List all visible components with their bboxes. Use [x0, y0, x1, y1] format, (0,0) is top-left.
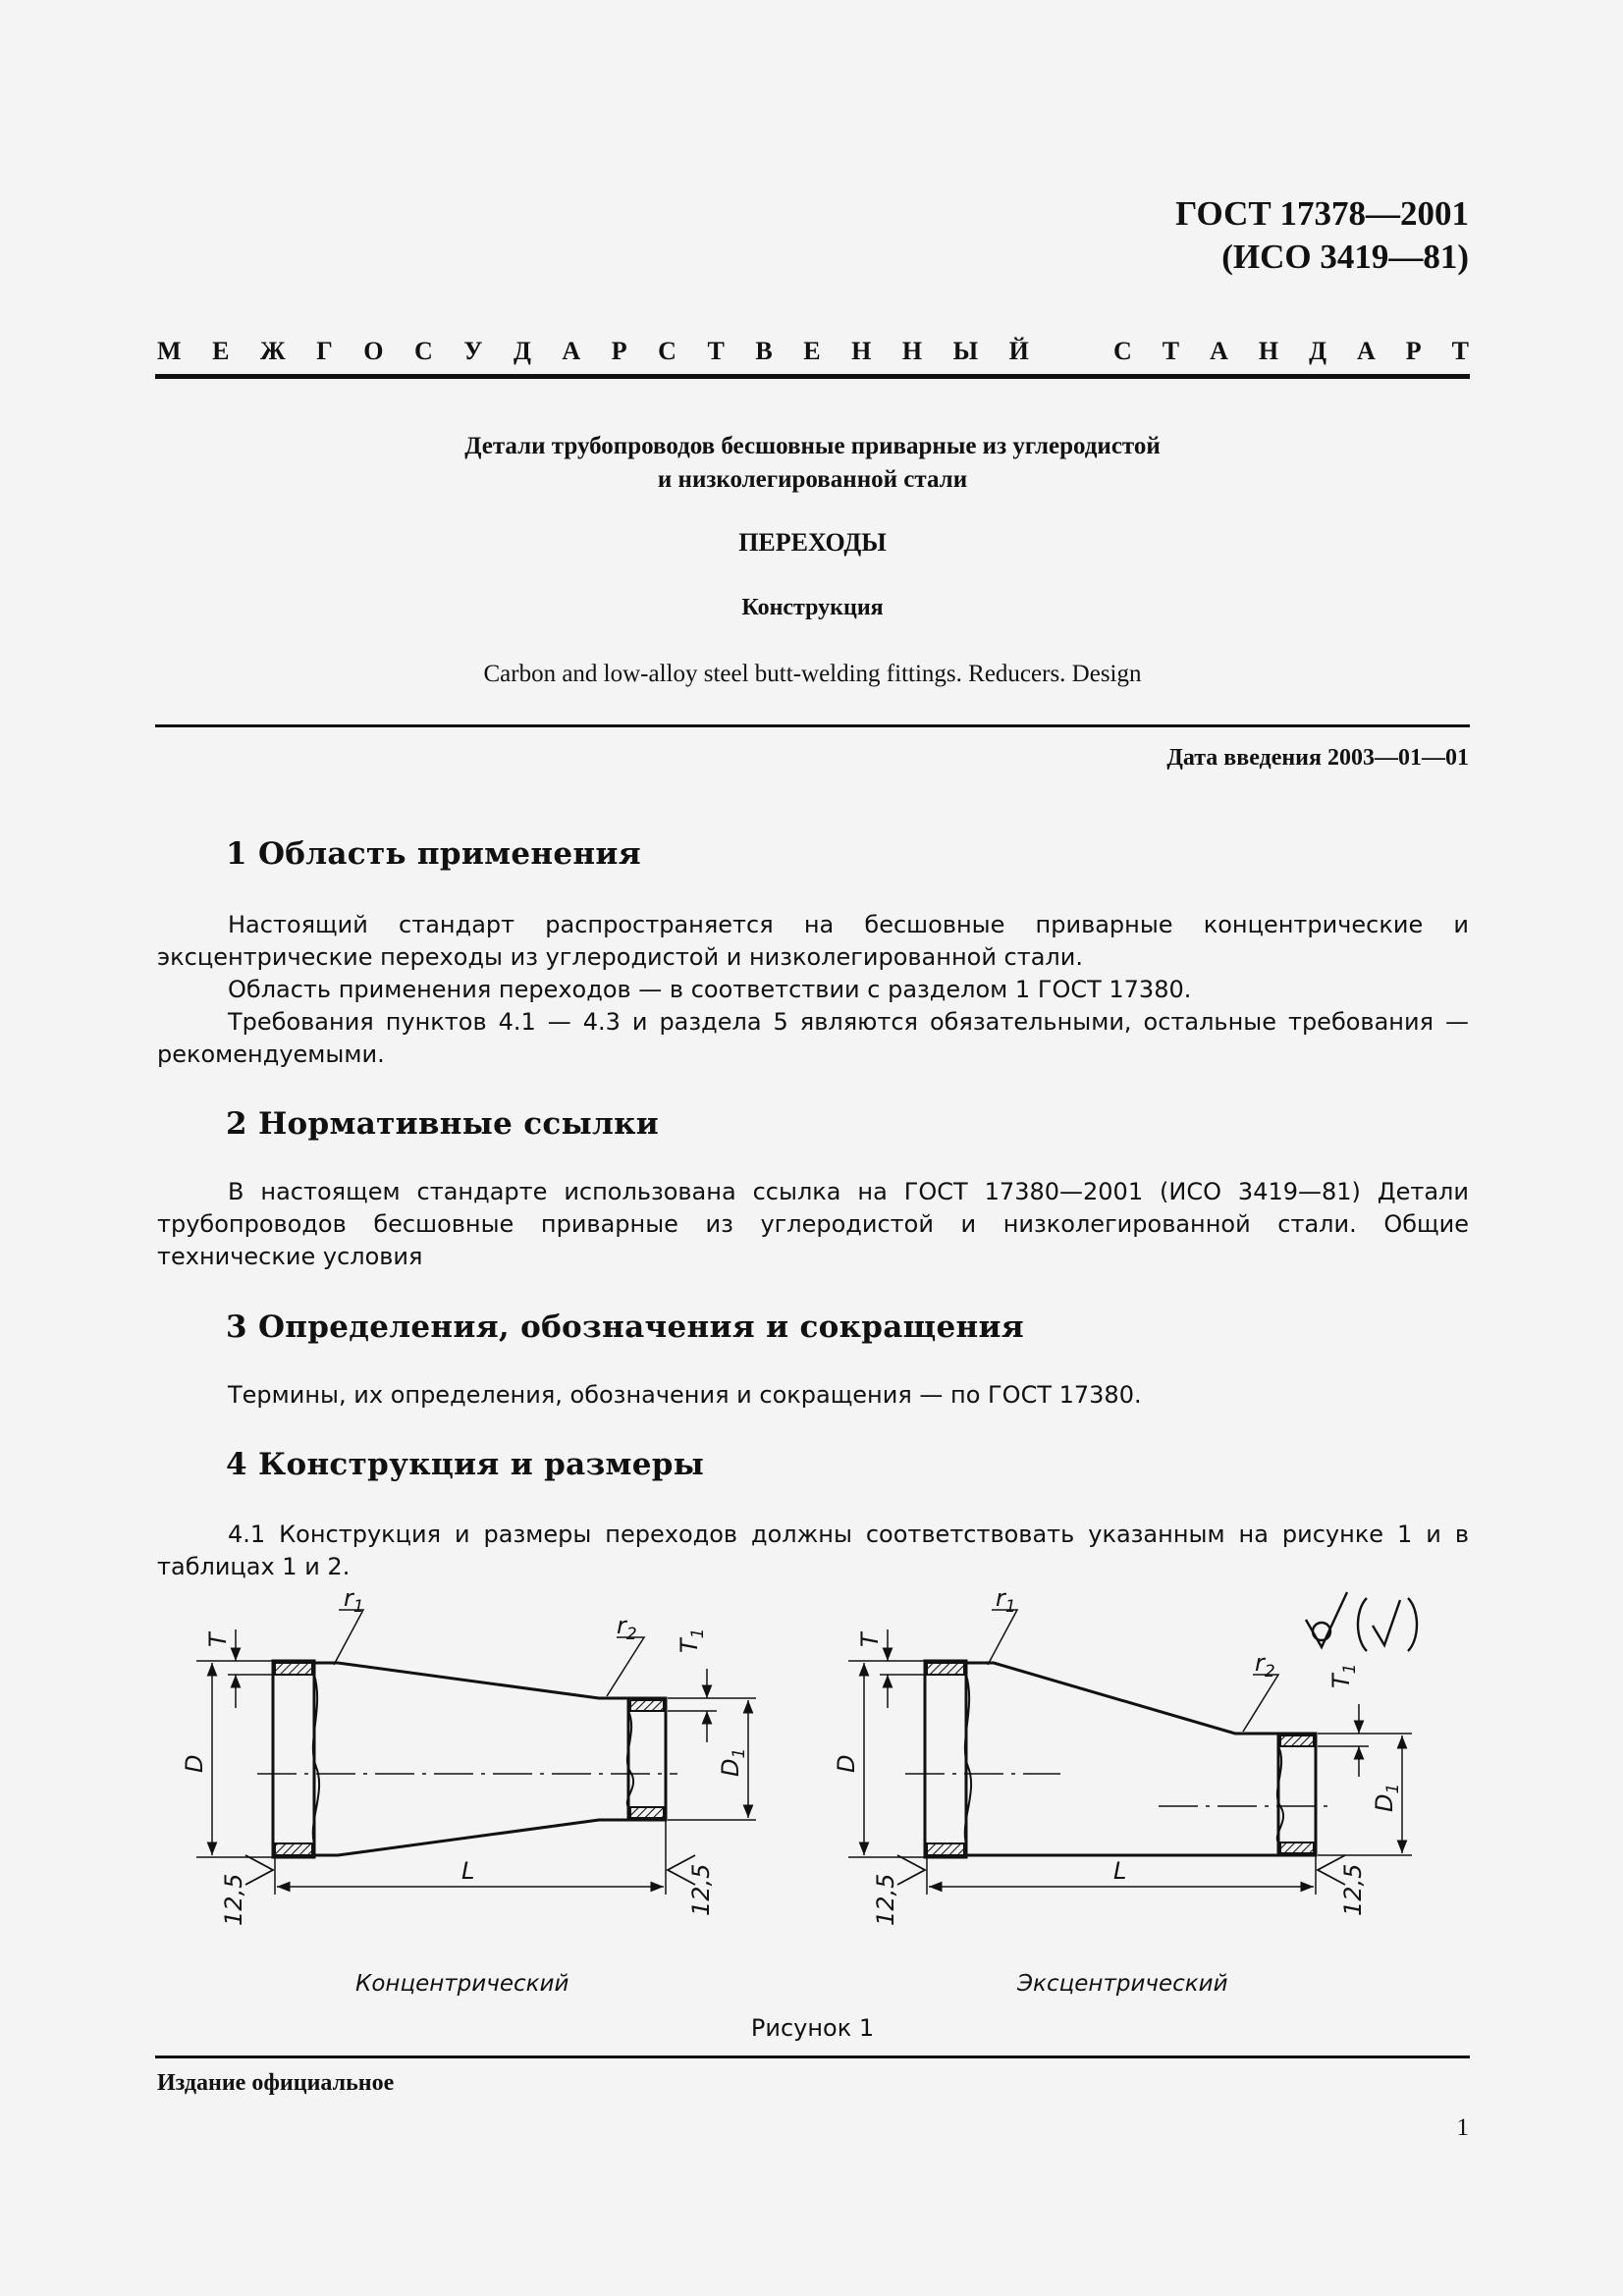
eccentric-reducer-drawing	[848, 1592, 1417, 1895]
section-2-body	[157, 1176, 1469, 1273]
concentric-cone-top	[314, 1663, 628, 1698]
banner-letter: Д	[513, 337, 531, 365]
banner-letter: М	[157, 337, 182, 365]
banner-letter: Р	[1405, 337, 1422, 365]
eccentric-roughness-left	[897, 1855, 925, 1885]
concentric-roughness-left	[245, 1855, 273, 1885]
banner-letter: У	[463, 337, 483, 365]
eccentric-r1-label: $r_1$	[996, 1584, 1016, 1617]
banner-letter: Й	[1008, 337, 1029, 365]
banner-letter: С	[658, 337, 676, 365]
concentric-weld-top	[275, 1663, 312, 1675]
top-rule	[155, 374, 1470, 379]
banner-letter: Н	[901, 337, 923, 365]
eccentric-weld-top	[927, 1663, 964, 1675]
banner-letter: В	[755, 337, 773, 365]
banner-letter: Т	[1162, 337, 1180, 365]
banner-letter: Г	[316, 337, 333, 365]
eccentric-cone-top	[966, 1663, 1278, 1734]
eccentric-small-weld-top	[1280, 1735, 1314, 1746]
section-4-heading: 4 Конструкция и размеры	[226, 1447, 705, 1482]
eccentric-small-end	[1278, 1734, 1316, 1855]
concentric-large-end	[273, 1661, 314, 1857]
banner-letter: Е	[212, 337, 230, 365]
english-title: Carbon and low-alloy steel butt-welding fittings. Reducers. Design	[483, 661, 1142, 687]
eccentric-roughness-label-right: 12,5	[1339, 1863, 1367, 1916]
iso-number: (ИСО 3419—81)	[1221, 238, 1469, 276]
banner-letter: А	[1356, 337, 1376, 365]
banner-letter: Н	[1258, 337, 1279, 365]
eccentric-weld-bottom	[927, 1843, 964, 1855]
concentric-roughness-label-right: 12,5	[687, 1863, 715, 1916]
eccentric-t1-label: $T_1$	[1327, 1663, 1360, 1688]
banner-letter: Т	[1451, 337, 1469, 365]
section-3-body	[157, 1379, 1469, 1412]
document-number	[1175, 192, 1469, 279]
eccentric-t-label: T	[856, 1632, 884, 1647]
concentric-t-label: T	[204, 1632, 232, 1647]
eccentric-d-label: D	[833, 1754, 860, 1773]
concentric-labels	[181, 1584, 749, 1997]
concentric-d-label: D	[181, 1754, 208, 1773]
page-number: 1	[1456, 2114, 1469, 2141]
banner-word-standard	[1113, 337, 1469, 366]
figure-1-drawing	[0, 1571, 1623, 2022]
eccentric-r2-label: $r_2$	[1255, 1649, 1275, 1682]
eccentric-labels	[833, 1584, 1403, 1997]
gost-number: ГОСТ 17378—2001	[1175, 194, 1469, 233]
title-line-2: и низколегированной стали	[657, 466, 968, 493]
section-1-body	[157, 909, 1469, 1071]
eccentric-caption: Эксцентрический	[1017, 1971, 1228, 1997]
section-4-paragraph-1: 4.1 Конструкция и размеры переходов должны соответствовать указанным на рисунке 1 и в таблицах 1 и 2.	[157, 1521, 1469, 1580]
concentric-d1-label: $D_1$	[717, 1747, 749, 1777]
edition-note: Издание официальное	[157, 2070, 395, 2096]
section-3-heading: 3 Определения, обозначения и сокращения	[226, 1309, 1025, 1345]
banner-letter: Т	[707, 337, 725, 365]
eccentric-roughness-label-left: 12,5	[872, 1873, 899, 1926]
section-1-paragraph-3: Требования пунктов 4.1 — 4.3 и раздела 5 являются обязательными, остальные требования — рекомендуемыми.	[157, 1008, 1469, 1068]
concentric-small-end	[628, 1698, 666, 1820]
section-2-paragraph-1: В настоящем стандарте использована ссылка на ГОСТ 17380—2001 (ИСО 3419—81) Детали трубопроводов бесшовные приварные из углеродистой и низколегированной стали. Общие технические условия	[157, 1178, 1469, 1270]
banner-letter: О	[363, 337, 384, 365]
banner-letter: Е	[803, 337, 821, 365]
banner-letter: А	[1210, 337, 1228, 365]
section-3-paragraph-1: Термины, их определения, обозначения и сокращения — по ГОСТ 17380.	[228, 1381, 1142, 1409]
banner-letter: Д	[1309, 337, 1326, 365]
eccentric-small-weld-bottom	[1280, 1842, 1314, 1853]
concentric-reducer-drawing	[196, 1610, 756, 1895]
concentric-r1-leader	[334, 1610, 363, 1665]
interstate-standard-banner	[157, 337, 1469, 366]
section-1-paragraph-1: Настоящий стандарт распространяется на бесшовные приварные концентрические и эксцентрические переходы из углеродистой и низколегированной стали.	[157, 911, 1469, 971]
concentric-r2-leader	[607, 1637, 644, 1696]
section-2-heading: 2 Нормативные ссылки	[226, 1106, 660, 1142]
title-rule	[155, 724, 1470, 727]
banner-word-interstate	[157, 337, 1029, 366]
eccentric-r2-leader	[1243, 1675, 1278, 1732]
document-title	[155, 430, 1470, 497]
section-subtitle: Конструкция	[741, 595, 884, 620]
title-line-1: Детали трубопроводов бесшовные приварные из углеродистой	[464, 433, 1161, 459]
eccentric-l-label: L	[1113, 1857, 1127, 1885]
banner-letter: Н	[851, 337, 872, 365]
section-name: ПЕРЕХОДЫ	[738, 528, 887, 557]
banner-letter: Ы	[952, 337, 979, 365]
concentric-roughness-label-left: 12,5	[220, 1873, 247, 1926]
concentric-small-weld-bottom	[630, 1807, 664, 1818]
footer-rule	[155, 2056, 1470, 2058]
section-1-heading: 1 Область применения	[226, 836, 641, 872]
eccentric-d1-label: $D_1$	[1371, 1783, 1403, 1812]
concentric-cone-bottom	[314, 1820, 628, 1855]
concentric-t1-label: $T_1$	[676, 1628, 708, 1653]
banner-letter: С	[414, 337, 433, 365]
section-1-paragraph-2: Область применения переходов — в соответствии с разделом 1 ГОСТ 17380.	[228, 976, 1192, 1003]
banner-letter: Ж	[259, 337, 286, 365]
banner-letter: Р	[611, 337, 627, 365]
banner-letter: А	[562, 337, 581, 365]
figure-caption: Рисунок 1	[750, 2014, 875, 2042]
concentric-l-label: L	[461, 1857, 475, 1885]
banner-letter: С	[1113, 337, 1132, 365]
concentric-small-weld-top	[630, 1700, 664, 1711]
concentric-r1-label: $r_1$	[344, 1584, 364, 1617]
eccentric-large-end	[925, 1661, 966, 1857]
introduction-date: Дата введения 2003—01—01	[1166, 745, 1469, 771]
general-roughness-symbol	[1306, 1592, 1417, 1651]
concentric-caption: Концентрический	[355, 1971, 569, 1997]
concentric-weld-bottom	[275, 1843, 312, 1855]
eccentric-r1-leader	[988, 1610, 1017, 1665]
concentric-r2-label: $r_2$	[617, 1612, 637, 1644]
